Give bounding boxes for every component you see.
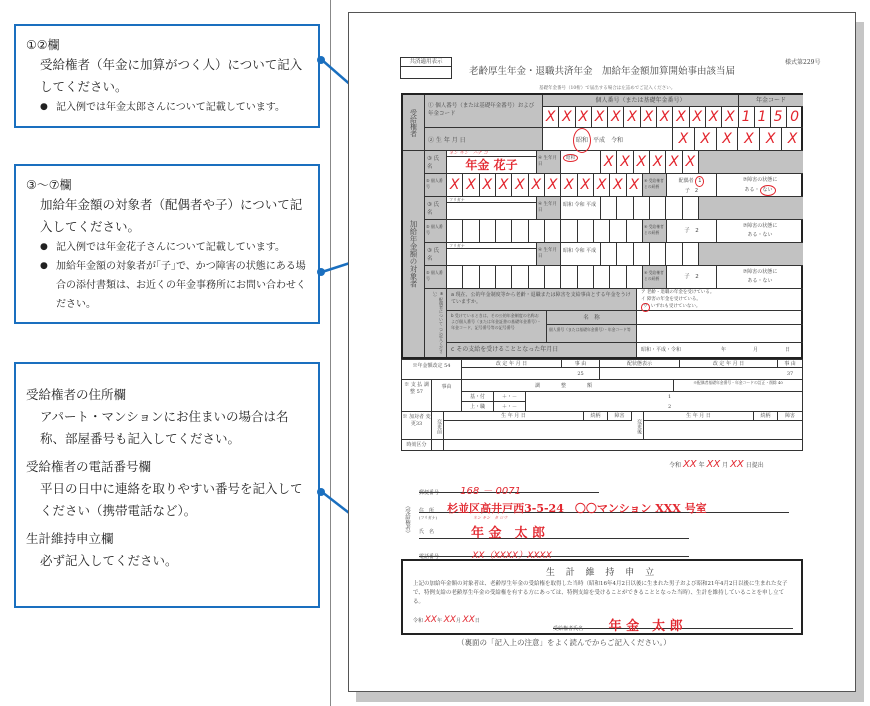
digit-cell[interactable]: X bbox=[657, 107, 673, 127]
callout-heading: ③～⑦欄 bbox=[26, 178, 72, 192]
answer-a-selected[interactable]: ウ bbox=[641, 303, 650, 312]
pension-code-header: 年金コード bbox=[739, 95, 803, 107]
personal-number-cells bbox=[543, 107, 803, 128]
digit-cell[interactable]: X bbox=[529, 174, 545, 196]
digit-cell[interactable]: X bbox=[610, 174, 626, 196]
gray-filler bbox=[699, 151, 803, 174]
furigana-value: ネン キン ハナ コ bbox=[447, 151, 536, 157]
callout-heading: 受給権者の電話番号欄 bbox=[26, 459, 152, 474]
digit-cell[interactable]: X bbox=[722, 107, 738, 127]
divider bbox=[330, 0, 331, 706]
kyosai-box bbox=[400, 57, 452, 79]
number-label: ⑤ 個人番号 bbox=[425, 174, 447, 197]
dependent-1 bbox=[425, 151, 803, 197]
birth-digit[interactable]: X bbox=[695, 128, 717, 150]
office-row-3: ※ 加対者 変更33 変更前 生 年 月 日 続柄 障害 変更後 生 年 月 日 続柄 障害 bbox=[402, 412, 802, 440]
callout-dependents bbox=[14, 164, 320, 324]
name-label: ③ 氏名 bbox=[425, 151, 447, 174]
relation-cell[interactable]: 子 2 bbox=[667, 220, 717, 243]
callout-bullet: ● 加給年金額の対象者が｢子｣で、かつ障害の状態にある場合の添付書類は、お近くの年金事務所にお問い合わせください。 bbox=[40, 257, 308, 314]
birth-digit[interactable]: X bbox=[650, 151, 666, 173]
footer-note: （裏面の「記入上の注意」をよく読んでからご記入ください。） bbox=[457, 638, 671, 647]
dependent-name-field[interactable]: フリガナ bbox=[447, 197, 537, 220]
birth-label: ④ 生年月日 bbox=[537, 197, 561, 220]
disability-cell: ⑦障害の状態に ある・ ない bbox=[717, 174, 803, 197]
birth-digit[interactable]: X bbox=[617, 151, 633, 173]
digit-cell[interactable]: X bbox=[576, 107, 592, 127]
connector-dot-icon bbox=[317, 56, 325, 64]
b-name-field[interactable] bbox=[637, 311, 803, 325]
number-label: ⑤ 個人番号 bbox=[425, 220, 447, 243]
address-field[interactable]: 住 所 杉並区高井戸西3-5-24 〇〇マンション XXX 号室 bbox=[419, 497, 789, 513]
main-form-table bbox=[401, 93, 803, 359]
name-label: ③ 氏名 bbox=[425, 197, 447, 220]
relation-label: ⑥ 受給権者との続柄 bbox=[643, 174, 667, 197]
declaration-box bbox=[401, 559, 803, 635]
dependent-birth-cells bbox=[601, 151, 699, 174]
callout-bullet: ● 記入例では年金太郎さんについて記載しています。 bbox=[40, 98, 308, 117]
code-cell[interactable]: 5 bbox=[771, 107, 787, 127]
answer-a: ア 老齢・退職の年金を受けている。 イ 障害の年金を受けている。 ウ いずれも受けていない。 bbox=[637, 289, 803, 311]
row2-label: ② 生 年 月 日 bbox=[425, 128, 543, 151]
digit-cell[interactable]: X bbox=[559, 107, 575, 127]
birth-digit[interactable]: X bbox=[601, 151, 617, 173]
digit-cell[interactable]: X bbox=[545, 174, 561, 196]
office-row-4: 時効区分 bbox=[402, 440, 802, 450]
dependent-name-field[interactable]: フリガナ bbox=[447, 243, 537, 266]
dependent-era-cell[interactable]: 昭和 令和 平成 bbox=[561, 197, 601, 220]
digit-cell[interactable]: X bbox=[629, 177, 640, 193]
disability-selected[interactable]: ない bbox=[760, 185, 776, 196]
digit-cell[interactable]: X bbox=[641, 107, 657, 127]
form-note: 基礎年金番号（10桁）で届出する場合は左詰めでご記入ください。 bbox=[539, 86, 676, 91]
digit-cell[interactable]: X bbox=[690, 107, 706, 127]
birth-digit[interactable]: X bbox=[666, 151, 682, 173]
code-cell[interactable]: 0 bbox=[790, 109, 800, 125]
phone-field[interactable]: 電話番号 XX（XXXX）XXXX bbox=[419, 543, 689, 557]
birth-date-cells bbox=[673, 128, 803, 151]
connector-dot-icon bbox=[317, 268, 325, 276]
birth-label: ④ 生年月日 bbox=[537, 151, 561, 174]
birth-digit[interactable]: X bbox=[760, 128, 782, 150]
relation-cell[interactable]: 子 2 bbox=[667, 266, 717, 289]
birth-digit[interactable]: X bbox=[685, 154, 696, 170]
digit-cell[interactable]: X bbox=[496, 174, 512, 196]
declaration-date-sign: 令和 XX年 XX月 XX日 受給権者氏名 年 金 太 郎 bbox=[413, 615, 793, 631]
dependent-name-field[interactable] bbox=[447, 151, 537, 174]
section-8 bbox=[425, 289, 803, 357]
question-b: b 受けているときは、その公的年金制度の名称および個人番号（または年金証書の基礎年金番号）・年金コード、記号番号等の記号番号 bbox=[447, 311, 547, 343]
digit-cell[interactable]: X bbox=[463, 174, 479, 196]
form-title: 老齢厚生年金・退職共済年金 加給年金額加算開始事由該当届 bbox=[469, 66, 736, 77]
gray-filler bbox=[699, 243, 803, 266]
era-selected[interactable]: 昭和 bbox=[563, 154, 578, 162]
dependent-era-cell bbox=[561, 151, 601, 174]
section-label-recipient: 受給権者 bbox=[403, 95, 425, 151]
birth-digit[interactable]: X bbox=[673, 128, 695, 150]
birth-label: ④ 生年月日 bbox=[537, 243, 561, 266]
relation-label: ⑥ 受給権者との続柄 bbox=[643, 220, 667, 243]
connector-dot-icon bbox=[317, 488, 325, 496]
personal-number-header: 個人番号（または基礎年金番号） bbox=[543, 95, 739, 107]
dependent-era-cell[interactable]: 昭和 令和 平成 bbox=[561, 243, 601, 266]
c-date-field[interactable]: 昭和・平成・令和 年 月 日 bbox=[641, 347, 791, 353]
birth-digit[interactable]: X bbox=[787, 131, 798, 147]
name-value: 年金 花子 bbox=[465, 158, 518, 172]
callout-recipient bbox=[14, 24, 320, 128]
form-number: 様式第229号 bbox=[785, 59, 821, 66]
relation-selected[interactable]: 1 bbox=[695, 176, 704, 187]
birth-digit[interactable]: X bbox=[738, 128, 760, 150]
postal-code-field[interactable]: 郵便番号 168 － 0071 bbox=[419, 479, 599, 493]
callout-heading: 受給権者の住所欄 bbox=[26, 387, 127, 402]
b-number-label: 個人番号（または基礎年金番号）・年金コード等 bbox=[547, 325, 637, 343]
digit-cell[interactable]: X bbox=[512, 174, 528, 196]
signer-field[interactable]: 受給権者氏名 年 金 太 郎 bbox=[553, 615, 793, 629]
name-label: ③ 氏名 bbox=[425, 243, 447, 266]
section-label-dependents: 加給年金額の対象者 bbox=[403, 151, 425, 357]
office-row-1: ※年金額改定 54 改 定 年 月 日 事 由 25 配状態表示 改 定 年 月 日 事 由 37 bbox=[402, 360, 802, 380]
section8-label: ⑧ 配偶者について（ご記入ください） bbox=[425, 289, 447, 357]
digit-cell[interactable]: X bbox=[673, 107, 689, 127]
digit-cell[interactable]: X bbox=[592, 107, 608, 127]
question-c: c その支給を受けることとなった年月日 bbox=[447, 343, 637, 357]
callout-heading: 生計維持申立欄 bbox=[26, 531, 114, 546]
dependent-2 bbox=[425, 197, 803, 243]
relation-label: ⑥ 受給権者との続柄 bbox=[643, 266, 667, 289]
name-field[interactable]: (フリガナ) ネン キン タ ロウ 氏 名 年 金 太 郎 bbox=[419, 515, 689, 539]
callout-address-phone-declaration bbox=[14, 362, 320, 608]
dependent-number-cells bbox=[447, 174, 643, 197]
declaration-title: 生 計 維 持 申 立 bbox=[545, 568, 659, 578]
kyosai-label: 共済適用表示 bbox=[401, 58, 451, 67]
callout-bullet: ● 記入例では年金花子さんについて記載しています。 bbox=[40, 238, 308, 257]
birth-digit[interactable]: X bbox=[634, 151, 650, 173]
gray-filler bbox=[699, 197, 803, 220]
digit-cell[interactable]: X bbox=[608, 107, 624, 127]
callout-body: アパート・マンションにお住まいの場合は名称、部屋番号も記入してください。 bbox=[40, 409, 289, 446]
digit-cell[interactable]: X bbox=[706, 107, 722, 127]
birth-digit[interactable]: X bbox=[717, 128, 739, 150]
dependent-birth-cells[interactable] bbox=[601, 197, 699, 220]
office-row-2: ※ 支 払 調 整 57 事由 調 整 額 基・付 ＋・－ 上・職 ＋・－ 1 2 ※配偶者基礎年金番号・年金コードの訂正・削除 40 bbox=[402, 380, 802, 412]
dependent-number-cells[interactable] bbox=[447, 220, 643, 243]
era-selected[interactable]: 昭和 bbox=[573, 128, 591, 153]
digit-cell[interactable]: X bbox=[594, 174, 610, 196]
callout-body: 受給権者（年金に加算がつく人）について記入してください。 bbox=[40, 57, 303, 94]
digit-cell[interactable]: X bbox=[624, 107, 640, 127]
dependent-birth-cells[interactable] bbox=[601, 243, 699, 266]
callout-body: 加給年金額の対象者（配偶者や子）について記入してください。 bbox=[40, 197, 303, 234]
number-label: ⑤ 個人番号 bbox=[425, 266, 447, 289]
code-cell[interactable]: 1 bbox=[755, 107, 771, 127]
row1-label: ① 個人番号（または基礎年金番号）および年金コード bbox=[425, 95, 543, 128]
question-a: a 現在、公的年金制度等から老齢・退職または障害を支給事由とする年金をうけていますか。 bbox=[447, 289, 637, 311]
relation-cell: 配偶者 1 子 2 bbox=[667, 174, 717, 197]
birth-era-cell: 昭和 平成 令和 bbox=[543, 128, 673, 151]
code-cell[interactable]: 1 bbox=[739, 107, 755, 127]
digit-cell[interactable]: X bbox=[480, 174, 496, 196]
callout-heading: ①②欄 bbox=[26, 38, 60, 52]
recipient-side-label: （受給権者） bbox=[404, 503, 410, 536]
digit-cell[interactable]: X bbox=[543, 107, 559, 127]
declaration-text: 上記の加給年金額の対象者は、老齢厚生年金の受給権を取得した当時（昭和16年4月2日以後に生まれた男子および昭和21年4月2日以後に生まれた女子で、特例支給の老齢厚生年金の受給権を有する方にあっては、特例支給を受けることができることとなった当時）、生計を維持していることを申し立てる。 bbox=[413, 581, 788, 605]
digit-cell[interactable]: X bbox=[447, 174, 463, 196]
submission-date: 令和 XX 年 XX 月 XX 日提出 bbox=[669, 459, 764, 470]
form-page bbox=[348, 12, 856, 692]
digit-cell[interactable]: X bbox=[561, 174, 577, 196]
callout-body: 必ず記入してください。 bbox=[40, 553, 178, 568]
disability-cell[interactable]: ⑦障害の状態に ある・ない bbox=[717, 266, 803, 289]
b-name-label: 名 称 bbox=[547, 311, 637, 325]
callout-body: 平日の日中に連絡を取りやすい番号を記入してください（携帯電話など）。 bbox=[40, 481, 303, 518]
office-use-table bbox=[401, 359, 803, 451]
dependent-number-cells[interactable] bbox=[447, 266, 643, 289]
disability-cell[interactable]: ⑦障害の状態に ある・ない bbox=[717, 220, 803, 243]
dependent-3 bbox=[425, 243, 803, 289]
digit-cell[interactable]: X bbox=[578, 174, 594, 196]
b-number-field[interactable] bbox=[637, 325, 803, 343]
